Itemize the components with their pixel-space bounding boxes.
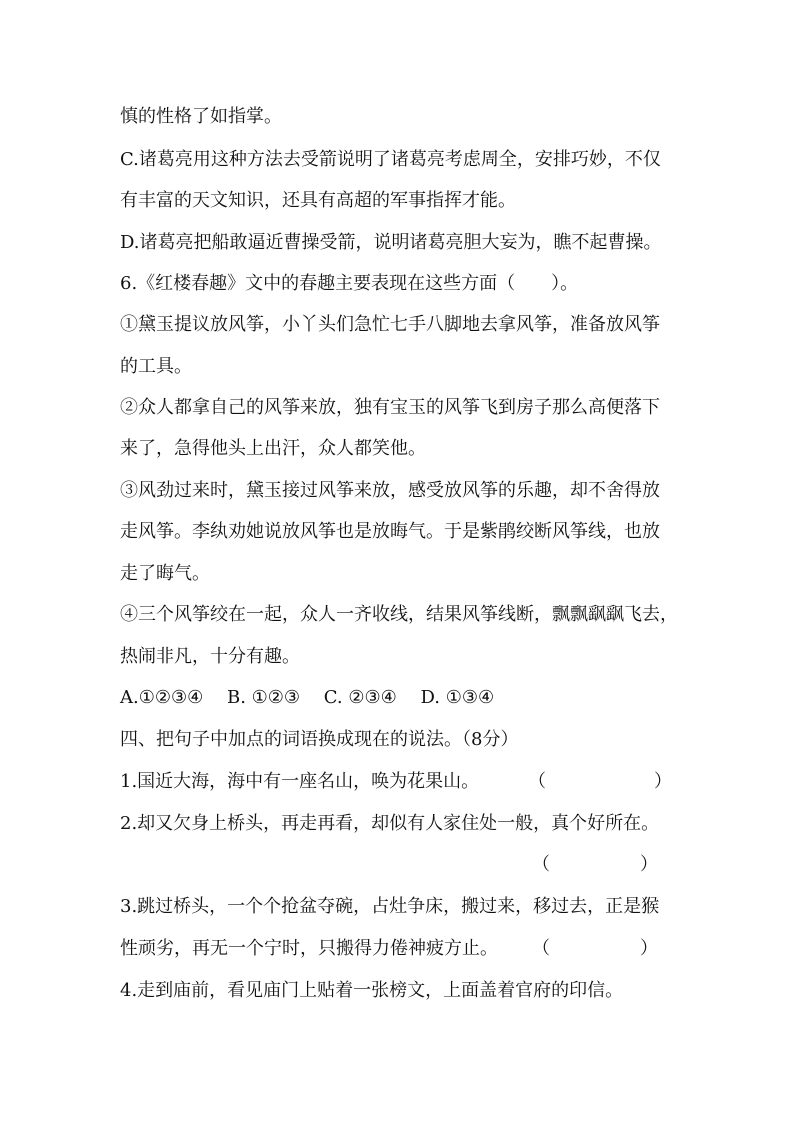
item-4: ④三个风筝绞在一起，众人一齐收线，结果风筝线断，飘飘飖飖飞去， xyxy=(120,604,678,625)
text-line: 热闹非凡，十分有趣。 xyxy=(120,646,300,667)
question-4-3: 3.跳过桥头，一个个抢盆夺碗，占灶争床，搬过来，移过去，正是猴 xyxy=(120,896,660,917)
answer-options: A.①②③④ B. ①②③ C. ②③④ D. ①③④ xyxy=(120,687,495,708)
question-4-1: 1.国近大海，海中有一座名山，唤为花果山。 xyxy=(120,771,480,792)
text-line: 走了晦气。 xyxy=(120,563,210,584)
section-four-heading: 四、把句子中加点的词语换成现在的说法。（8分） xyxy=(120,729,519,750)
question-6: 6.《红楼春趣》文中的春趣主要表现在这些方面（ ）。 xyxy=(120,273,579,294)
option-d: D.诸葛亮把船敢逼近曹操受箭，说明诸葛亮胆大妄为，瞧不起曹操。 xyxy=(120,232,662,253)
answer-blank: （ ） xyxy=(528,771,672,792)
text-line: 慎的性格了如指掌。 xyxy=(120,106,282,127)
question-4-4: 4.走到庙前，看见庙门上贴着一张榜文，上面盖着官府的印信。 xyxy=(120,980,624,1001)
option-c: C.诸葛亮用这种方法去受箭说明了诸葛亮考虑周全，安排巧妙，不仅 xyxy=(120,149,661,170)
item-1: ①黛玉提议放风筝，小丫头们急忙七手八脚地去拿风筝，准备放风筝 xyxy=(120,314,660,335)
text-line: 有丰富的天文知识，还具有高超的军事指挥才能。 xyxy=(120,190,516,211)
text-line: 走风筝。李纨劝她说放风筝也是放晦气。于是紫鹃绞断风筝线，也放 xyxy=(120,521,660,542)
answer-blank: （ ） xyxy=(532,938,658,959)
text-line: 性顽劣，再无一个宁时，只搬得力倦神疲方止。 xyxy=(120,938,498,959)
item-3: ③风劲过来时，黛玉接过风筝来放，感受放风筝的乐趣，却不舍得放 xyxy=(120,480,660,501)
text-line: 来了，急得他头上出汗，众人都笑他。 xyxy=(120,438,426,459)
question-4-2: 2.却又欠身上桥头，再走再看，却似有人家住处一般，真个好所在。 xyxy=(120,813,660,834)
text-line: 的工具。 xyxy=(120,356,192,377)
item-2: ②众人都拿自己的风筝来放，独有宝玉的风筝飞到房子那么高便落下 xyxy=(120,397,660,418)
answer-blank: （ ） xyxy=(532,854,658,875)
